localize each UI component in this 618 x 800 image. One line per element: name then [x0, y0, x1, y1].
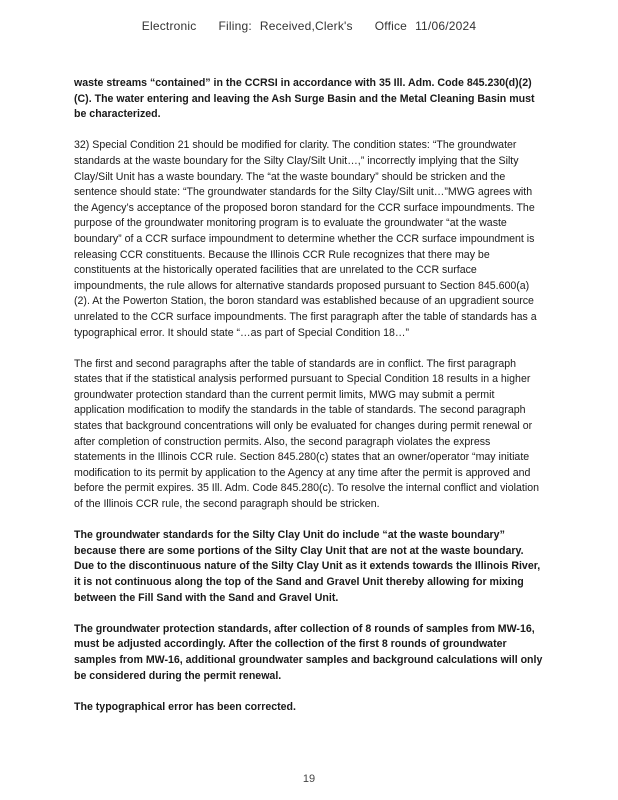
filing-stamp-part3: Received,Clerk's [259, 19, 353, 33]
filing-stamp-part1: Electronic [141, 19, 197, 33]
response-paragraph-silty-clay: The groundwater standards for the Silty Clay Unit do include “at the waste boundary” because there are some portions of the Silty Clay Unit that are not at the waste boundary. Due to the discontinuous nature of the Silty Clay Unit as it extends towards the Illinois River, it is not continuous along the top of the Sand and Gravel Unit thereby allowing for mixing between the Fill Sand with the Sand and Gravel Unit. [74, 529, 541, 604]
comment-paragraph-special-condition-21: 32) Special Condition 21 should be modified for clarity. The condition states: “The groundwater standards at the waste boundary for the Silty Clay/Silt Unit…,” incorrectly implying that the Silty Clay/Silt Unit has a waste boundary. The “at the waste boundary” should be stricken and the sentence should state: “The groundwater standards for the Silty Clay/Silt unit…”MWG agrees with the Agency’s acceptance of the proposed boron standard for the CCR surface impoundments. The purpose of the groundwater monitoring program is to evaluate the groundwater “at the waste boundary” of a CCR surface impoundment to determine whether the CCR surface impoundment is releasing CCR constituents. Because the Illinois CCR Rule recognizes that there may be constituents at the historically operated facilities that are unrelated to the CCR surface impoundments, the rule allows for alternative standards proposed pursuant to Section 845.600(a)(2). At the Powerton Station, the boron standard was established because of an upgradient source unrelated to the CCR surface impoundments. The first paragraph after the table of standards has a typographical error. It should state “…as part of Special Condition 18…” [74, 139, 537, 339]
response-paragraph-typo: The typographical error has been corrected. [74, 700, 296, 713]
page-number: 19 [302, 773, 316, 785]
filing-stamp-part4: Office [374, 19, 408, 33]
response-paragraph-mw16: The groundwater protection standards, after collection of 8 rounds of samples from MW-16, must be adjusted accordingly. After the collection of the first 8 rounds of groundwater samples from MW-16, additional groundwater samples and background calculations will only be considered during the permit renewal. [74, 622, 543, 682]
filing-stamp-part2: Filing: [218, 19, 252, 33]
response-paragraph-waste-streams: waste streams “contained” in the CCRSI in accordance with 35 Ill. Adm. Code 845.230(d)(2)(C). The water entering and leaving the Ash Surge Basin and the Metal Cleaning Basin must be characterized. [74, 77, 535, 121]
filing-stamp-header [0, 19, 618, 33]
filing-date: 11/06/2024 [415, 19, 477, 33]
comment-paragraph-conflict: The first and second paragraphs after the table of standards are in conflict. The first paragraph states that if the statistical analysis performed pursuant to Special Condition 18 results in a higher groundwater protection standard than the current permit limits, MWG may submit a permit application modification to modify the standards in the table of standards. The second paragraph states that background concentrations will only be evaluated for changes during permit renewal or after completion of construction permits. Also, the second paragraph violates the express statements in the Illinois CCR rule. Section 845.280(c) states that an owner/operator “may initiate modification to its permit by application to the Agency at any time after the permit is approved and before the permit expires. 35 Ill. Adm. Code 845.280(c). To resolve the internal conflict and violation of the Illinois CCR rule, the second paragraph should be stricken. [74, 357, 540, 511]
document-body [74, 76, 544, 715]
